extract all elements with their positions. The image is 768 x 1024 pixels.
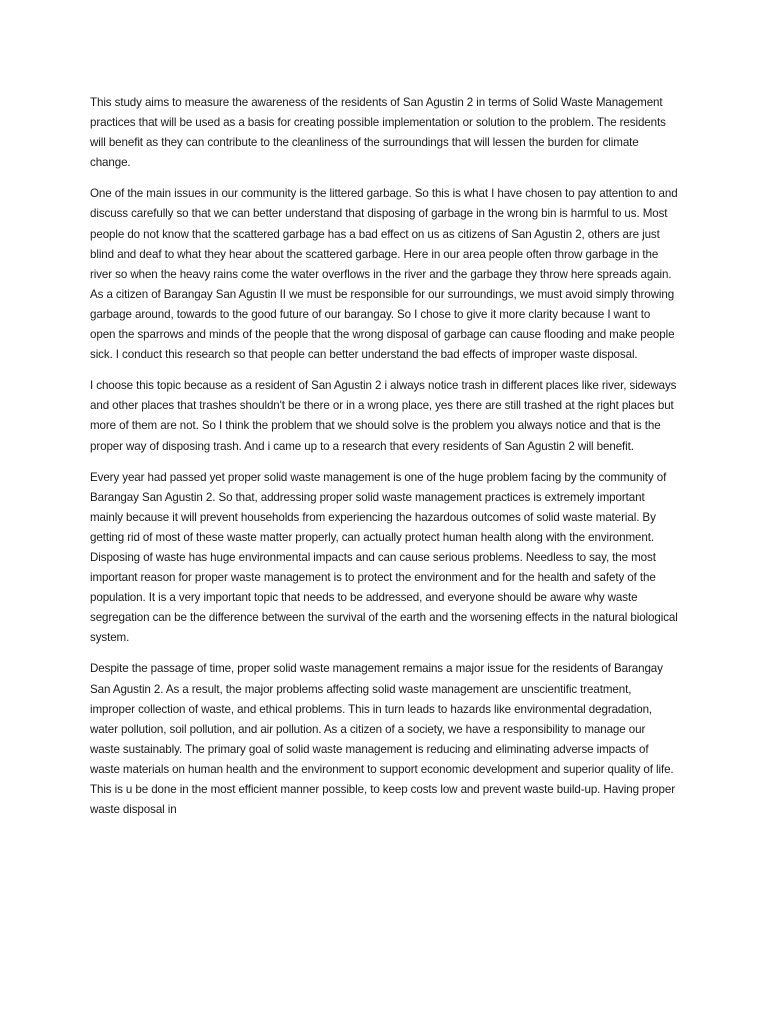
paragraph-5: Despite the passage of time, proper solid waste management remains a major issue for the residents of Barangay San Agustin 2. As a result, the major problems affecting solid waste management are unscientific treatment, improper collection of waste, and ethical problems. This in turn leads to hazards like environmental degradation, water pollution, soil pollution, and air pollution. As a citizen of a society, we have a responsibility to manage our waste sustainably. The primary goal of solid waste management is reducing and eliminating adverse impacts of waste materials on human health and the environment to support economic development and superior quality of life. This is u be done in the most efficient manner possible, to keep costs low and prevent waste build-up. Having proper waste disposal in bbox=[90, 662, 675, 817]
paragraph-4: Every year had passed yet proper solid waste management is one of the huge problem facing by the community of Barangay San Agustin 2. So that, addressing proper solid waste management practices is extremely important mainly because it will prevent households from experiencing the hazardous outcomes of solid waste material. By getting rid of most of these waste matter properly, can actually protect human health along with the environment. Disposing of waste has huge environmental impacts and can cause serious problems. Needless to say, the most important reason for proper waste management is to protect the environment and for the health and safety of the population. It is a very important topic that needs to be addressed, and everyone should be aware why waste segregation can be the difference between the survival of the earth and the worsening effects in the natural biological system. bbox=[90, 470, 678, 645]
paragraph-2: One of the main issues in our community is the littered garbage. So this is what I have chosen to pay attention to and discuss carefully so that we can better understand that disposing of garbage in the wrong bin is harmful to us. Most people do not know that the scattered garbage has a bad effect on us as citizens of San Agustin 2, others are just blind and deaf to what they hear about the scattered garbage. Here in our area people often throw garbage in the river so when the heavy rains come the water overflows in the river and the garbage they throw here spreads again. As a citizen of Barangay San Agustin II we must be responsible for our surroundings, we must avoid simply throwing garbage around, towards to the good future of our barangay. So I chose to give it more clarity because I want to open the sparrows and minds of the people that the wrong disposal of garbage can cause flooding and make people sick. I conduct this research so that people can better understand the bad effects of improper waste disposal. bbox=[90, 187, 678, 362]
document-page bbox=[90, 93, 678, 831]
paragraph-3: I choose this topic because as a resident of San Agustin 2 i always notice trash in different places like river, sideways and other places that trashes shouldn't be there or in a wrong place, yes there are still trashed at the right places but more of them are not. So I think the problem that we should solve is the problem you always notice and that is the proper way of disposing trash. And i came up to a research that every residents of San Agustin 2 will benefit. bbox=[90, 379, 677, 453]
paragraph-1: This study aims to measure the awareness of the residents of San Agustin 2 in terms of Solid Waste Management practices that will be used as a basis for creating possible implementation or solution to the problem. The residents will benefit as they can contribute to the cleanliness of the surroundings that will lessen the burden for climate change. bbox=[90, 96, 666, 170]
